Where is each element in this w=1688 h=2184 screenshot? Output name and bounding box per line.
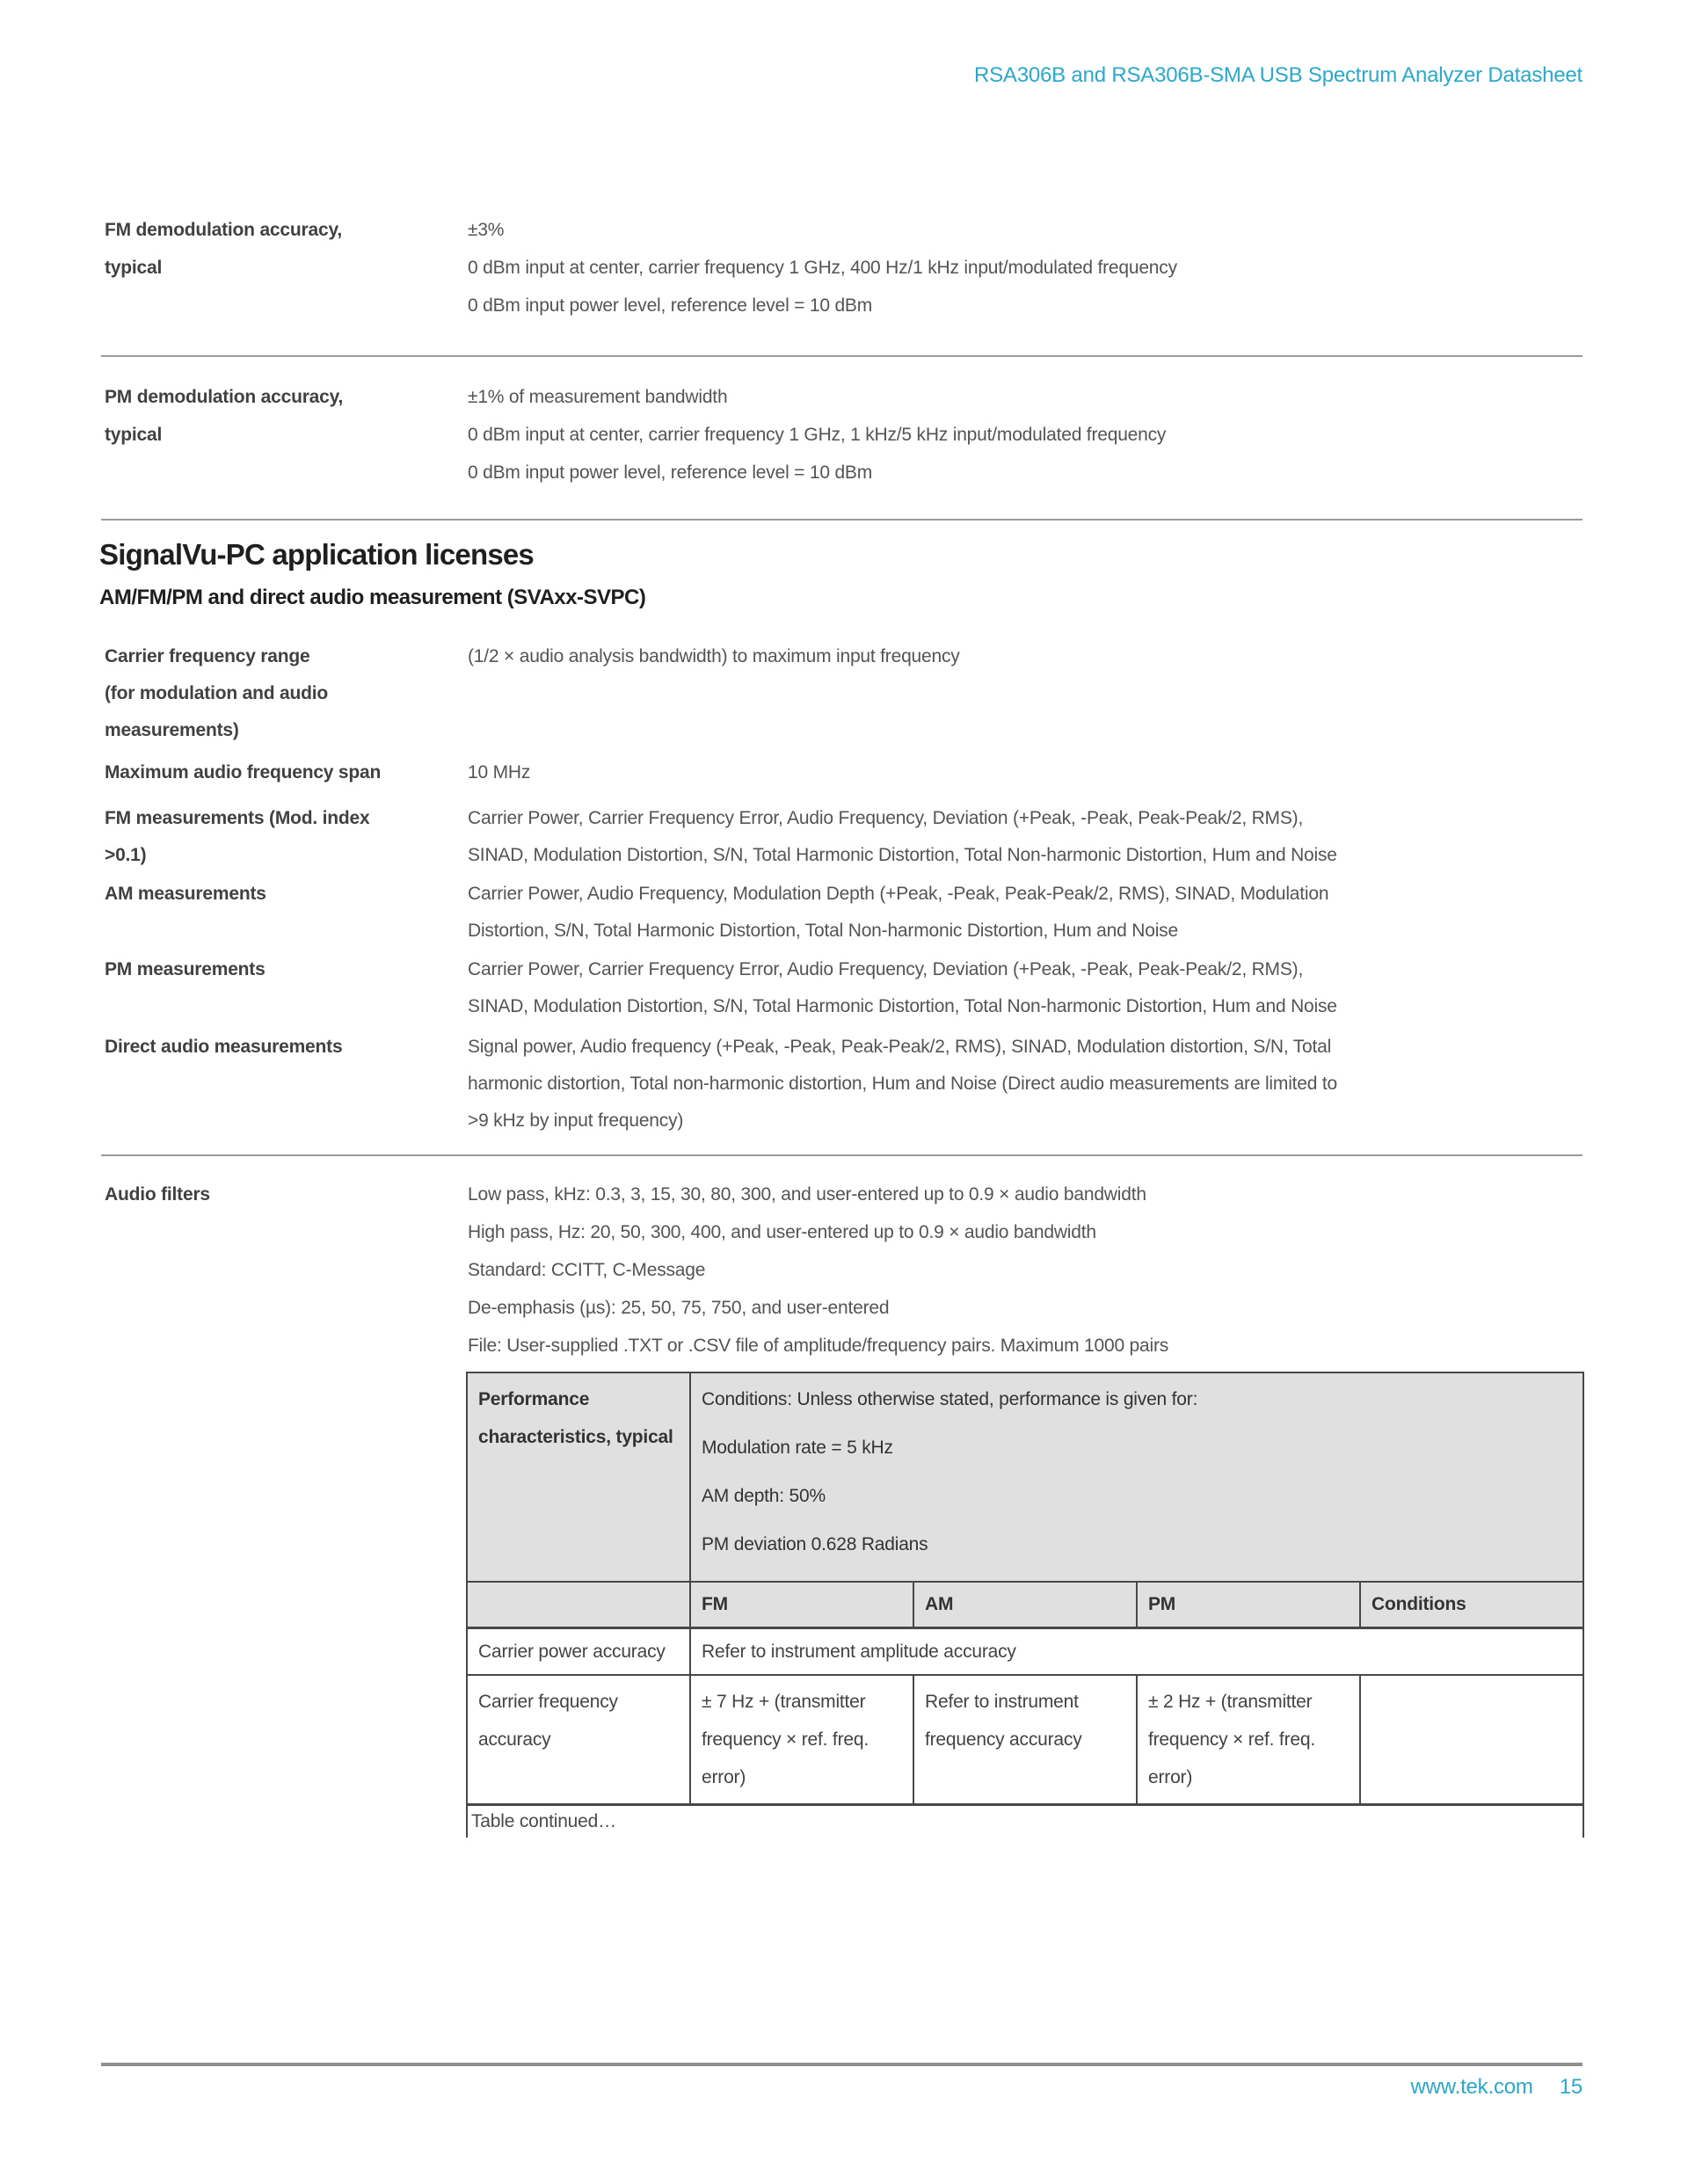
spec-label: FM measurements (Mod. index >0.1) [105, 808, 370, 865]
spec-value: Signal power, Audio frequency (+Peak, -Peak, Peak-Peak/2, RMS), SINAD, Modulation distortion, S/N, Total harmonic distortion, Total non-harmonic distortion, Hum and Noise (Direct audio measurements are limited to >9 kHz by input frequency) [468, 1037, 1337, 1131]
footer-divider [101, 2063, 1582, 2066]
table-continued-row [467, 1805, 1583, 1838]
page-footer [101, 2075, 1582, 2100]
spec-value: Carrier Power, Carrier Frequency Error, Audio Frequency, Deviation (+Peak, -Peak, Peak-Peak/2, RMS), SINAD, Modulation Distortion, S/N, Total Harmonic Distortion, Total Non-harmonic Distortion, Hum and Noise [468, 959, 1337, 1016]
spec-label: PM demodulation accuracy, typical [105, 387, 344, 445]
table-column-header-row [467, 1582, 1583, 1628]
spec-row-pm-measurements [101, 951, 1582, 1025]
table-row-carrier-power-accuracy [467, 1628, 1583, 1676]
table-conditions-cell: Conditions: Unless otherwise stated, performance is given for: Modulation rate = 5 kHz AM depth: 50% PM deviation 0.628 Radians [690, 1372, 1583, 1582]
column-header-pm: PM [1137, 1582, 1360, 1628]
spec-value: ±3% 0 dBm input at center, carrier frequency 1 GHz, 400 Hz/1 kHz input/modulated frequency 0 dBm input power level, reference level = 10 dBm [468, 220, 1177, 316]
spec-value: ±1% of measurement bandwidth 0 dBm input at center, carrier frequency 1 GHz, 1 kHz/5 kHz input/modulated frequency 0 dBm input power level, reference level = 10 dBm [468, 387, 1167, 483]
cell-am: Refer to instrument frequency accuracy [913, 1675, 1137, 1805]
column-header-conditions: Conditions [1360, 1582, 1583, 1628]
spec-row-direct-audio-measurements [101, 1029, 1582, 1139]
page-number: 15 [1559, 2075, 1582, 2099]
performance-characteristics-table [466, 1372, 1584, 1838]
spec-value: Carrier Power, Audio Frequency, Modulation Depth (+Peak, -Peak, Peak-Peak/2, RMS), SINAD, Modulation Distortion, S/N, Total Harmonic Distortion, Total Non-harmonic Distortion, Hum and Noise [468, 884, 1329, 941]
row-value: Refer to instrument amplitude accuracy [690, 1628, 1583, 1676]
section-divider [101, 519, 1582, 521]
table-continued-note: Table continued… [467, 1805, 1583, 1838]
spec-label: Maximum audio frequency span [105, 762, 382, 783]
column-header-empty [467, 1582, 690, 1628]
column-header-fm: FM [690, 1582, 913, 1628]
footer-url-link[interactable]: www.tek.com [1410, 2075, 1533, 2099]
spec-row-audio-filters [101, 1176, 1582, 1365]
cell-conditions [1360, 1675, 1583, 1805]
section-divider [101, 1154, 1582, 1156]
doc-header-title: RSA306B and RSA306B-SMA USB Spectrum Analyzer Datasheet [973, 63, 1582, 87]
column-header-am: AM [913, 1582, 1137, 1628]
spec-row-pm-demod-accuracy [101, 378, 1582, 491]
spec-label: Carrier frequency range (for modulation and audio measurements) [105, 646, 328, 740]
table-row-carrier-frequency-accuracy [467, 1675, 1583, 1805]
spec-value: 10 MHz [468, 762, 531, 783]
row-label: Carrier power accuracy [467, 1628, 690, 1676]
spec-label: Audio filters [105, 1184, 210, 1205]
spec-label: AM measurements [105, 884, 266, 904]
spec-row-fm-measurements [101, 800, 1582, 874]
table-header-row [467, 1372, 1583, 1582]
section-divider [101, 355, 1582, 357]
spec-label: FM demodulation accuracy, typical [105, 220, 342, 278]
spec-row-max-audio-frequency-span [101, 754, 1582, 791]
table-header-label: Performance characteristics, typical [467, 1372, 690, 1582]
section-title: SignalVu-PC application licenses [99, 538, 534, 571]
spec-label: PM measurements [105, 959, 266, 979]
spec-row-carrier-frequency-range [101, 638, 1582, 749]
spec-label: Direct audio measurements [105, 1037, 343, 1057]
spec-row-fm-demod-accuracy [101, 211, 1582, 324]
cell-fm: ± 7 Hz + (transmitter frequency × ref. freq. error) [690, 1675, 913, 1805]
spec-value: (1/2 × audio analysis bandwidth) to maximum input frequency [468, 646, 960, 666]
spec-value: Carrier Power, Carrier Frequency Error, Audio Frequency, Deviation (+Peak, -Peak, Peak-Peak/2, RMS), SINAD, Modulation Distortion, S/N, Total Harmonic Distortion, Total Non-harmonic Distortion, Hum and Noise [468, 808, 1337, 865]
cell-pm: ± 2 Hz + (transmitter frequency × ref. freq. error) [1137, 1675, 1360, 1805]
spec-row-am-measurements [101, 876, 1582, 950]
spec-value: Low pass, kHz: 0.3, 3, 15, 30, 80, 300, and user-entered up to 0.9 × audio bandwidth High pass, Hz: 20, 50, 300, 400, and user-entered up to 0.9 × audio bandwidth Standard: CCITT, C-Message De-emphasis (µs): 25, 50, 75, 750, and user-entered File: User-supplied .TXT or .CSV file of amplitude/frequency pairs. Maximum 1000 pairs [468, 1184, 1169, 1356]
row-label: Carrier frequency accuracy [467, 1675, 690, 1805]
section-subtitle: AM/FM/PM and direct audio measurement (SVAxx-SVPC) [99, 586, 646, 609]
